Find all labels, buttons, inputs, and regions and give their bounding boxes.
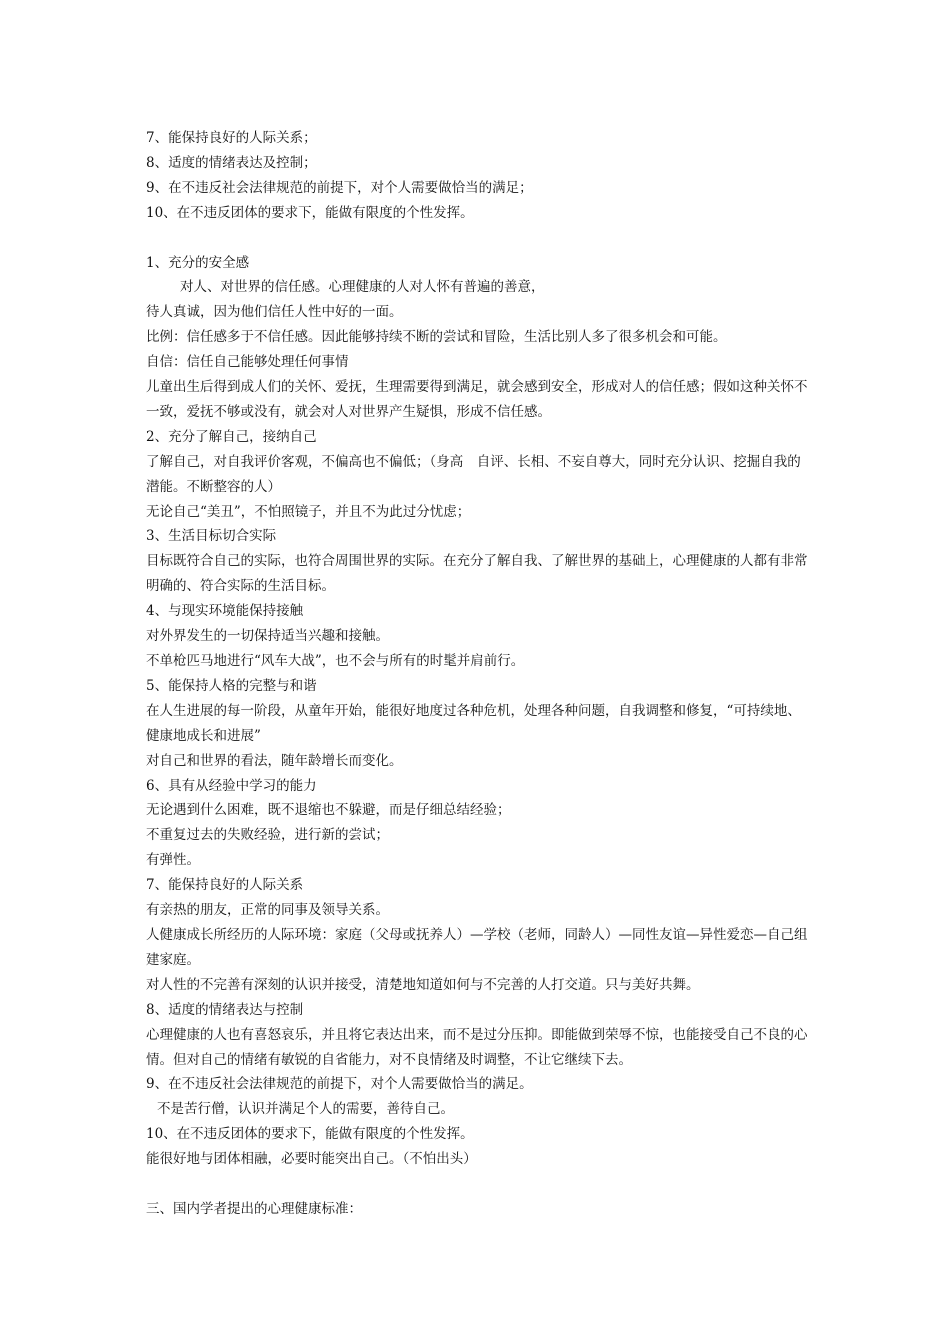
section-3-paragraph: 目标既符合自己的实际，也符合周围世界的实际。在充分了解自我、了解世界的基础上，心理健康的人都有非常明确的、符合实际的生活目标。 (146, 553, 808, 595)
section-6-paragraph: 不重复过去的失败经验，进行新的尝试； (146, 827, 389, 844)
section-9-heading: 9、在不违反社会法律规范的前提下，对个人需要做恰当的满足。 (146, 1076, 533, 1093)
document-body (146, 126, 814, 1222)
section-6-heading: 6、具有从经验中学习的能力 (146, 777, 317, 794)
section-2-paragraph: 了解自己，对自我评价客观，不偏高也不偏低；（身高 自评、长相、不妄自尊大，同时充分认识、挖掘自我的潜能。不断整容的人） (146, 453, 801, 495)
section-1-heading: 1、充分的安全感 (146, 254, 250, 271)
section-1-paragraph: 待人真诚，因为他们信任人性中好的一面。 (146, 304, 403, 321)
section-8-heading: 8、适度的情绪表达与控制 (146, 1001, 304, 1018)
section-1-paragraph: 儿童出生后得到成人们的关怀、爱抚，生理需要得到满足，就会感到安全，形成对人的信任感；假如这种关怀不一致，爱抚不够或没有，就会对人对世界产生疑惧，形成不信任感。 (146, 379, 808, 420)
top-list-item-7: 7、能保持良好的人际关系； (146, 130, 317, 146)
section-5-paragraph: 对自己和世界的看法，随年龄增长而变化。 (146, 752, 403, 769)
section-4-paragraph: 不单枪匹马地进行“风车大战”，也不会与所有的时髦并肩前行。 (146, 653, 525, 670)
top-list-item-10: 10、在不违反团体的要求下，能做有限度的个性发挥。 (146, 204, 474, 221)
section-8-paragraph: 心理健康的人也有喜怒哀乐，并且将它表达出来，而不是过分压抑。即能做到荣辱不惊，也能接受自己不良的心情。但对自己的情绪有敏锐的自省能力，对不良情绪及时调整，不让它继续下去。 (146, 1026, 808, 1068)
top-list-item-9: 9、在不违反社会法律规范的前提下，对个人需要做恰当的满足； (146, 179, 533, 196)
section-4-paragraph: 对外界发生的一切保持适当兴趣和接触。 (146, 628, 389, 645)
section-9-paragraph: 不是苦行僧，认识并满足个人的需要，善待自己。 (157, 1101, 454, 1118)
top-list-item-8: 8、适度的情绪表达及控制； (146, 154, 317, 171)
section-6-paragraph: 有弹性。 (146, 852, 200, 869)
blank-line (146, 226, 814, 251)
section-1-paragraph: 对人、对世界的信任感。心理健康的人对人怀有普遍的善意， (180, 279, 545, 296)
section-6-paragraph: 无论遇到什么困难，既不退缩也不躲避，而是仔细总结经验； (146, 802, 511, 819)
blank-line (146, 1172, 814, 1197)
section-1-paragraph: 自信：信任自己能够处理任何事情 (146, 354, 349, 371)
section-5-paragraph: 在人生进展的每一阶段，从童年开始，能很好地度过各种危机，处理各种问题，自我调整和修复，“可持续地、健康地成长和进展” (146, 702, 801, 744)
section-10-heading: 10、在不违反团体的要求下，能做有限度的个性发挥。 (146, 1126, 474, 1143)
section-2-heading: 2、充分了解自己，接纳自己 (146, 428, 317, 445)
section-10-paragraph: 能很好地与团体相融，必要时能突出自己。（不怕出头） (146, 1151, 477, 1168)
section-7-paragraph: 人健康成长所经历的人际环境：家庭（父母或抚养人）—学校（老师，同龄人）—同性友谊—异性爱恋—自己组建家庭。 (146, 926, 808, 968)
section-7-heading: 7、能保持良好的人际关系 (146, 877, 304, 894)
section-5-heading: 5、能保持人格的完整与和谐 (146, 677, 317, 694)
section-2-paragraph: 无论自己“美丑”，不怕照镜子，并且不为此过分忧虑； (146, 503, 471, 520)
section-three-heading: 三、国内学者提出的心理健康标准： (146, 1200, 362, 1217)
section-1-paragraph: 比例：信任感多于不信任感。因此能够持续不断的尝试和冒险，生活比别人多了很多机会和可能。 (146, 329, 727, 346)
section-7-paragraph: 有亲热的朋友，正常的同事及领导关系。 (146, 902, 389, 919)
section-3-heading: 3、生活目标切合实际 (146, 528, 277, 545)
section-4-heading: 4、与现实环境能保持接触 (146, 603, 304, 620)
section-7-paragraph: 对人性的不完善有深刻的认识并接受，清楚地知道如何与不完善的人打交道。只与美好共舞。 (146, 976, 700, 993)
